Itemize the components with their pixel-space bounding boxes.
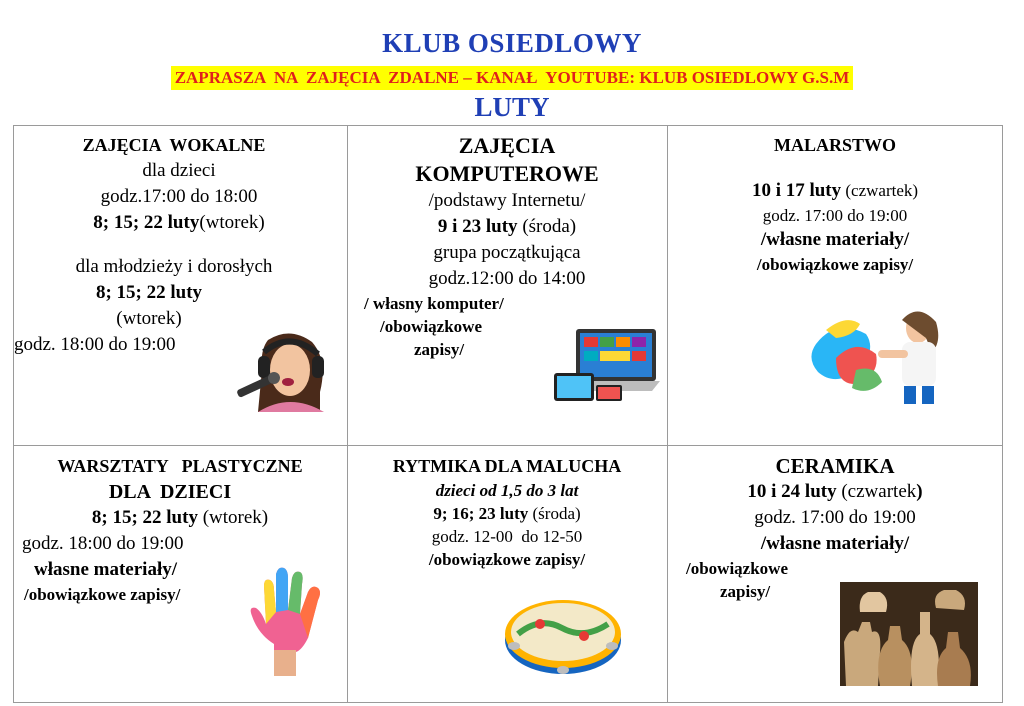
cell-heading: ZAJĘCIA WOKALNE — [82, 135, 266, 155]
note-text: /własne materiały/ — [760, 533, 910, 554]
cell-rytmika — [348, 453, 666, 571]
day-close: ) — [916, 481, 923, 502]
time-text: godz. 12-00 do 12-50 — [431, 527, 583, 546]
time-text: godz.12:00 do 14:00 — [428, 268, 586, 289]
day-text: (czwartek) — [841, 181, 919, 200]
cell-heading: ZAJĘCIA — [458, 133, 556, 158]
day-text: (środa) — [517, 216, 577, 237]
day-text: (wtorek) — [116, 308, 182, 329]
dates-text: 9 i 23 luty — [437, 216, 518, 237]
group-label: dla młodzieży i dorosłych — [75, 256, 273, 277]
paint-splash-photo — [806, 308, 946, 404]
day-text: (czwartek — [836, 481, 917, 502]
cell-malarstwo — [668, 132, 1002, 276]
dates-text: 10 i 17 luty — [751, 180, 842, 201]
dates-line — [348, 214, 666, 240]
dates-line — [668, 178, 1002, 204]
dates-text: 10 i 24 luty — [747, 481, 837, 502]
dates-text: 8; 15; 22 luty — [91, 507, 198, 528]
dates-text: 8; 15; 22 luty — [95, 282, 203, 303]
note-text: / własny komputer/ — [364, 294, 504, 313]
cell-heading: CERAMIKA — [775, 454, 895, 478]
cell-heading: RYTMIKA DLA MALUCHA — [392, 456, 622, 476]
cell-ceramika — [668, 453, 1002, 603]
group-label: grupa początkująca — [433, 242, 581, 263]
cell-heading: WARSZTATY PLASTYCZNE — [57, 456, 303, 476]
group-label: dla dzieci — [142, 160, 216, 181]
cell-heading: MALARSTWO — [773, 135, 896, 155]
topic-text: /podstawy Internetu/ — [428, 190, 586, 211]
note-text: zapisy/ — [720, 582, 771, 601]
note-text: /obowiązkowe — [686, 559, 788, 578]
time-text: godz. 17:00 do 19:00 — [754, 507, 916, 528]
note-text: /obowiązkowe zapisy/ — [756, 255, 914, 274]
day-text: (wtorek) — [197, 507, 269, 528]
note-text: /obowiązkowe zapisy/ — [24, 585, 181, 604]
singer-photo — [228, 330, 338, 412]
divider — [14, 445, 1002, 446]
title: KLUB OSIEDLOWY — [382, 28, 642, 58]
tambourine-photo — [500, 590, 626, 678]
dates-line — [14, 505, 346, 531]
day-text: (środa) — [528, 504, 581, 523]
note-text: /obowiązkowe zapisy/ — [428, 550, 586, 569]
dates-line — [668, 479, 1002, 505]
time-text: godz. 18:00 do 19:00 — [14, 334, 176, 355]
dates-line — [14, 210, 344, 236]
laptop-tablet-photo — [554, 327, 660, 403]
time-text: godz.17:00 do 18:00 — [100, 186, 258, 207]
month-title: LUTY — [474, 92, 550, 122]
cell-wokalne — [14, 132, 344, 358]
age-text: dzieci od 1,5 do 3 lat — [435, 481, 579, 500]
cell-heading: KOMPUTEROWE — [415, 161, 599, 186]
note-text: zapisy/ — [414, 340, 465, 359]
time-text: godz. 17:00 do 19:00 — [762, 206, 908, 225]
dates-text: 8; 15; 22 luty — [93, 212, 200, 233]
note-text: własne materiały/ — [34, 559, 178, 580]
note-text: /własne materiały/ — [760, 229, 910, 250]
cell-heading: DLA DZIECI — [108, 481, 232, 503]
subtitle-banner — [0, 66, 1024, 90]
note-text: /obowiązkowe — [380, 317, 482, 336]
clay-pots-photo — [840, 582, 978, 686]
dates-line — [348, 502, 666, 525]
day-text: (wtorek) — [199, 212, 265, 233]
time-text: godz. 18:00 do 19:00 — [22, 533, 184, 554]
dates-text: 9; 16; 23 luty — [433, 504, 529, 523]
subtitle: ZAPRASZA NA ZAJĘCIA ZDALNE – KANAŁ YOUTUBE: KLUB OSIEDLOWY G.S.M — [171, 66, 854, 90]
painted-hand-photo — [244, 564, 330, 676]
